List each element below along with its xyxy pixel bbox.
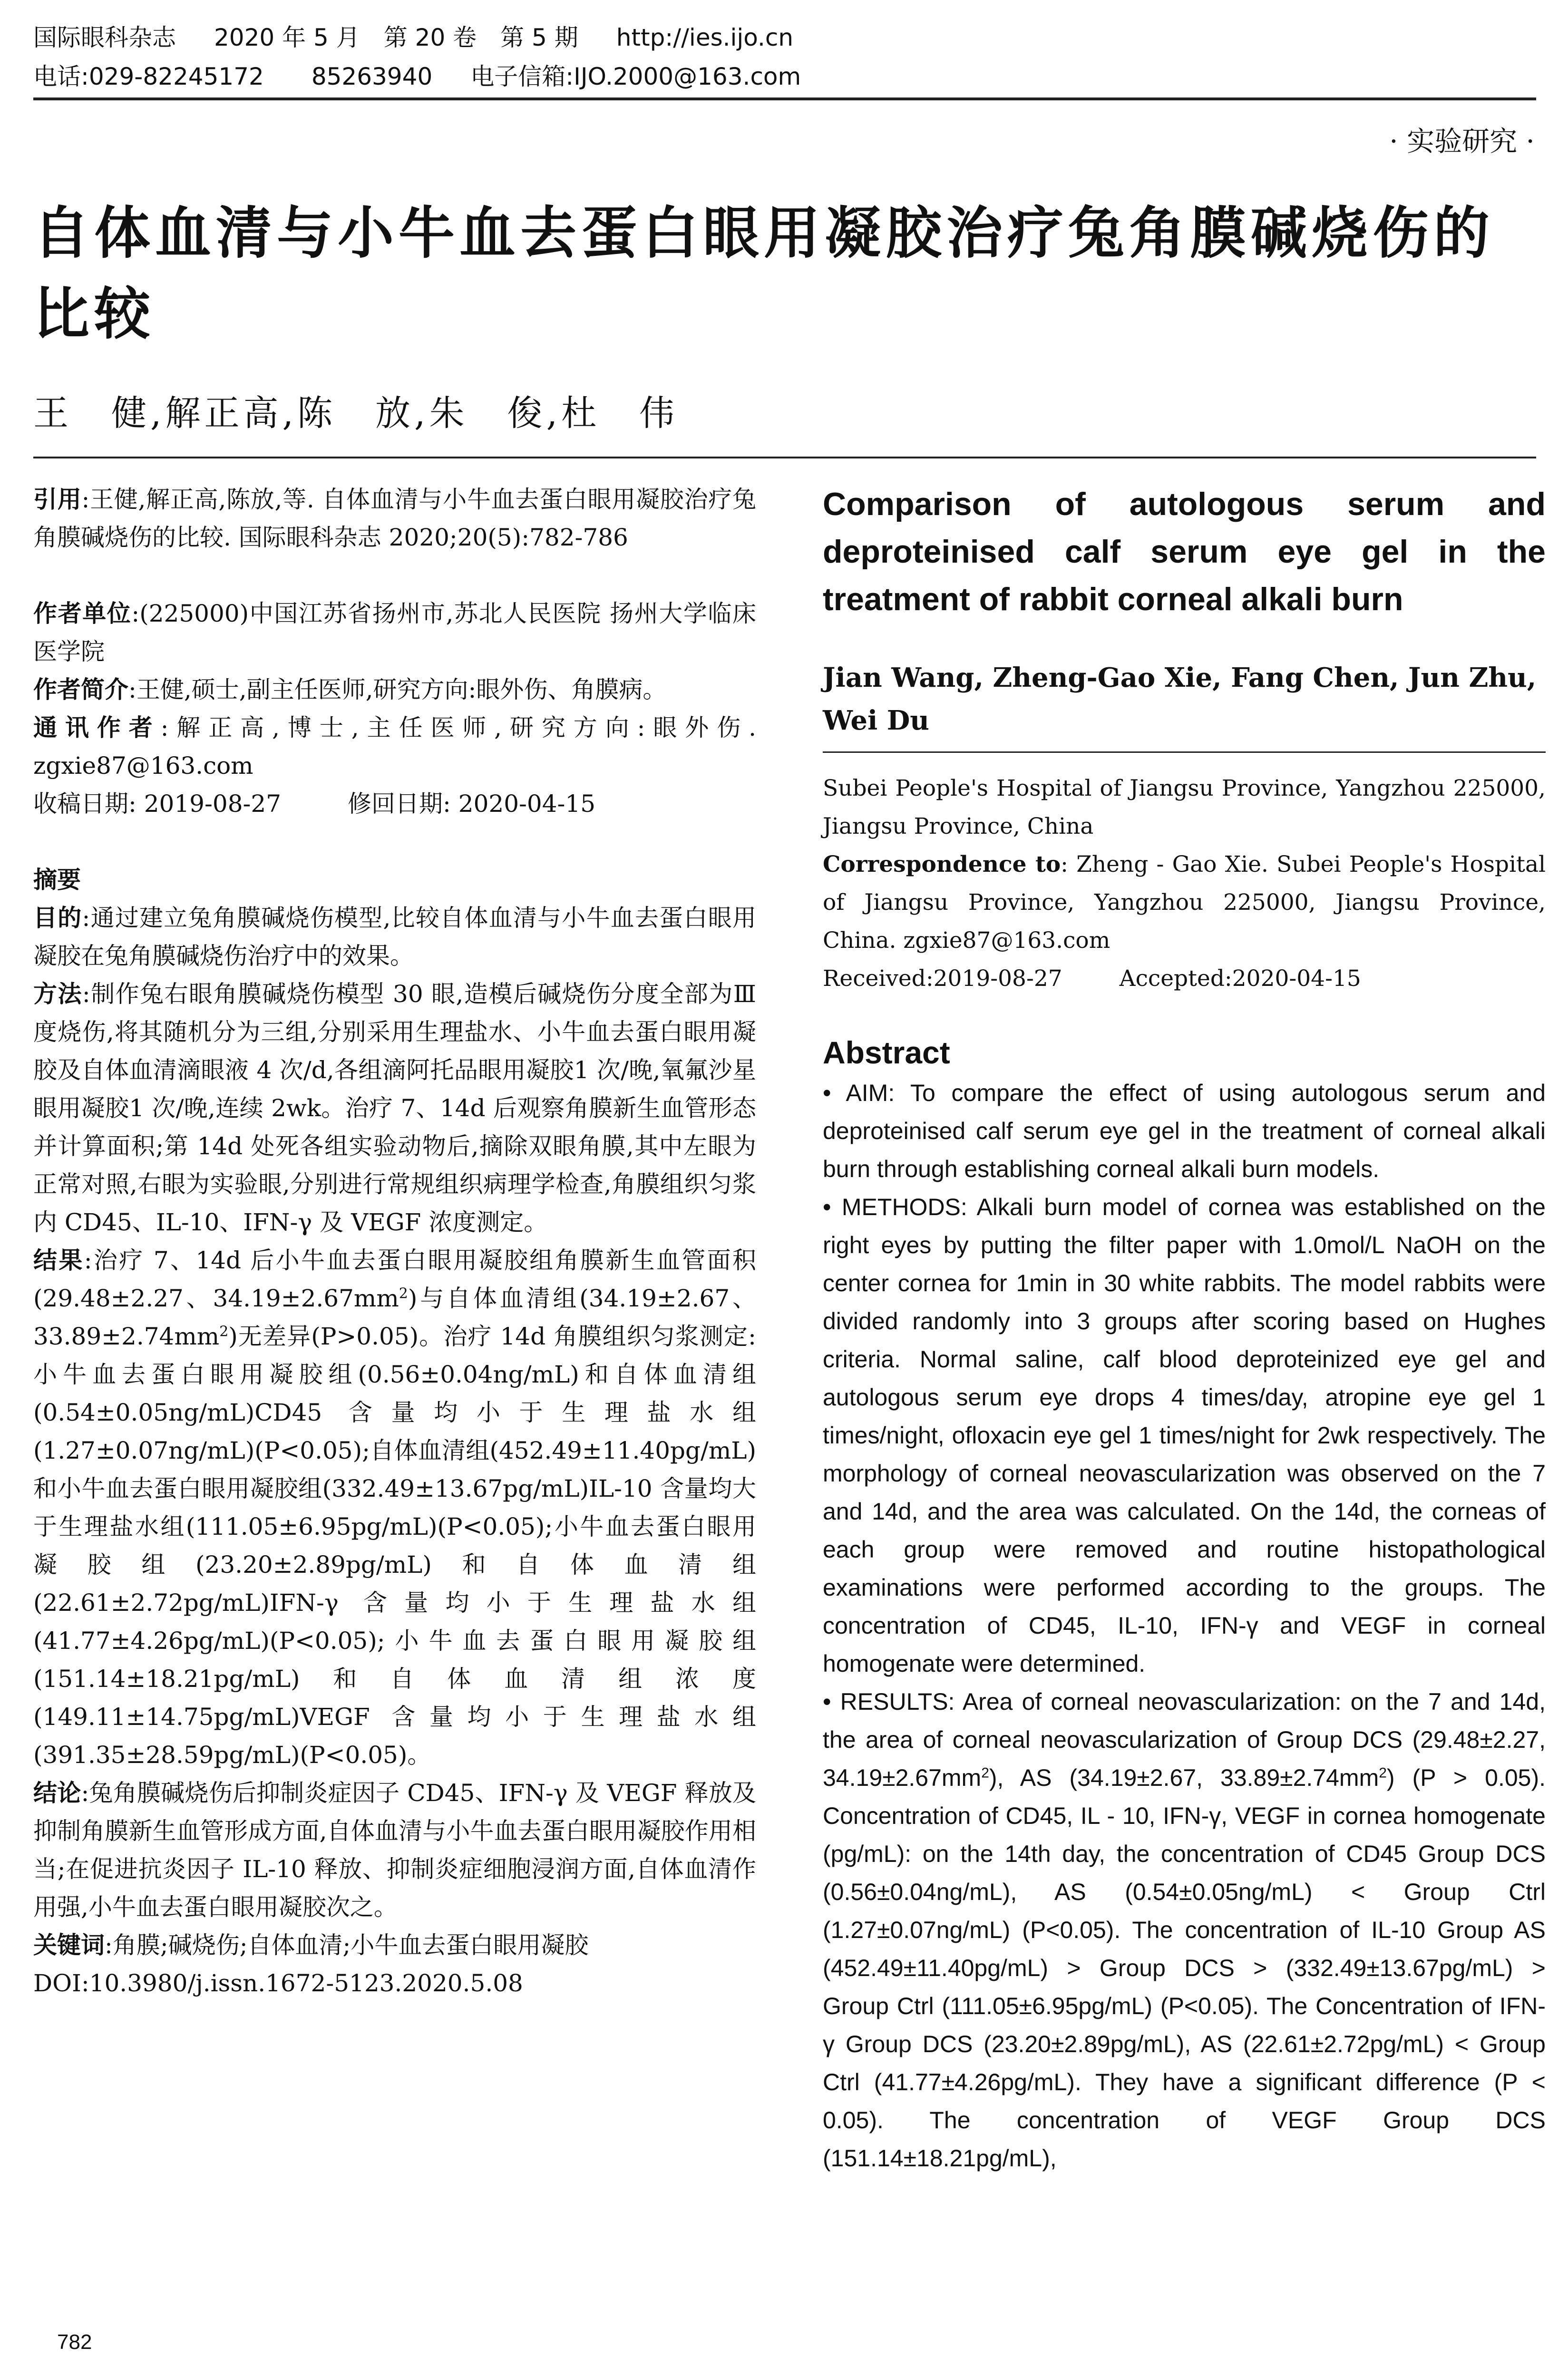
english-title: Comparison of autologous serum and deproteinised calf serum eye gel in the treatment of rabbit corneal alkali burn (823, 486, 1546, 617)
english-column (823, 480, 1546, 2177)
chinese-column (33, 480, 756, 2002)
author-bio: 作者简介:王健,硕士,副主任医师,研究方向:眼外伤、角膜病。 (33, 676, 667, 703)
abstract-heading-cn: 摘要 (33, 867, 81, 893)
author-list: 王 健,解正高,陈 放,朱 俊,杜 伟 (33, 393, 679, 434)
section-divider (33, 457, 1536, 458)
abstract-aim-cn: 目的:通过建立兔角膜碱烧伤模型,比较自体血清与小牛血去蛋白眼用凝胶在兔角膜碱烧伤治疗中的效果。 (33, 904, 756, 970)
english-divider (823, 751, 1546, 753)
accepted-date-en: Accepted:2020-04-15 (1119, 965, 1361, 992)
journal-url[interactable]: http://ies.ijo.cn (616, 24, 794, 51)
received-date: 收稿日期: 2019-08-27 (33, 790, 282, 818)
journal-header (33, 18, 1536, 96)
affiliation: Subei People's Hospital of Jiangsu Province, Yangzhou 225000, Jiangsu Province, China (823, 775, 1546, 839)
abstract-results-cn: 结果:治疗 7、14d 后小牛血去蛋白眼用凝胶组角膜新生血管面积(29.48±2.27、$34.19\pm 2.67mm^2$)与自体血清组(34.19±2.67、$33.89\pm 2.74mm^2$)无差异(P>0.05)。治疗 14d 角膜组织匀浆测定:小牛血去蛋白眼用凝胶组(0.56±0.04ng/mL)和自体血清组(0.54±0.05ng/mL)CD45 含量均小于生理盐水组(1.27±0.07ng/mL)(P<0.05);自体血清组(452.49±11.40pg/mL)和小牛血去蛋白眼用凝胶组(332.49±13.67pg/mL)IL-10 含量均大于生理盐水组(111.05±6.95pg/mL)(P<0.05);小牛血去蛋白眼用凝胶组(23.20±2.89pg/mL)和自体血清组(22.61±2.72pg/mL)IFN-γ 含量均小于生理盐水组(41.77±4.26pg/mL)(P<0.05);小牛血去蛋白眼用凝胶组(151.14±18.21pg/mL)和自体血清组浓度(149.11±14.75pg/mL)VEGF 含量均小于生理盐水组(391.35±28.59pg/mL)(P<0.05)。 (33, 1247, 757, 1769)
abstract-results-en: • RESULTS: Area of corneal neovascularization: on the 7 and 14d, the area of corneal neovascularization of Group DCS (29.48±2.27, $34.19\pm 2.67mm^2$), AS (34.19±2.67, $33.89\pm 2.74mm^2$) (P > 0.05). Concentration of CD45, IL - 10, IFN-γ, VEGF in cornea homogenate (pg/mL): on the 14th day, the concentration of CD45 Group DCS (0.56±0.04ng/mL), AS (0.54±0.05ng/mL) < Group Ctrl (1.27±0.07ng/mL) (P<0.05). The concentration of IL-10 Group AS (452.49±11.40pg/mL) > Group DCS > (332.49±13.67pg/mL) > Group Ctrl (111.05±6.95pg/mL) (P<0.05). The Concentration of IFN-γ Group DCS (23.20±2.89pg/mL), AS (22.61±2.72pg/mL) < Group Ctrl (41.77±4.26pg/mL). They have a significant difference (P < 0.05). The concentration of VEGF Group DCS (151.14±18.21pg/mL), (823, 1688, 1546, 2172)
author-unit: 作者单位:(225000)中国江苏省扬州市,苏北人民医院 扬州大学临床医学院 (33, 600, 757, 665)
header-divider (33, 97, 1536, 100)
revised-date: 修回日期: 2020-04-15 (348, 790, 596, 818)
english-authors: Jian Wang, Zheng-Gao Xie, Fang Chen, Jun Zhu, Wei Du (823, 662, 1537, 736)
abstract-body-en (823, 1074, 1546, 2177)
journal-phone: 电话:029-82245172 85263940 (33, 63, 433, 90)
english-affiliation-block (823, 770, 1546, 998)
keywords-cn: 关键词:角膜;碱烧伤;自体血清;小牛血去蛋白眼用凝胶 (33, 1931, 589, 1959)
page-number: 782 (57, 2330, 92, 2354)
doi[interactable]: DOI:10.3980/j.issn.1672-5123.2020.5.08 (33, 1969, 523, 1997)
abstract-aim-en: • AIM: To compare the effect of using autologous serum and deproteinised calf serum eye gel in the treatment of corneal alkali burn through establishing corneal alkali burn models. (823, 1080, 1546, 1182)
corresponding-author: 通讯作者:解正高,博士,主任医师,研究方向:眼外伤. zgxie87@163.com (33, 714, 757, 779)
article-category: · 实验研究 · (1389, 125, 1535, 157)
abstract-heading-en: Abstract (823, 1035, 950, 1070)
abstract-methods-en: • METHODS: Alkali burn model of cornea was established on the right eyes by putting the filter paper with 1.0mol/L NaOH on the center cornea for 1min in 30 white rabbits. The model rabbits were divided randomly into 3 groups after scoring based on Hughes criteria. Normal saline, calf blood deproteinized eye gel and autologous serum eye drops 4 times/day, atropine eye gel 1 times/night, ofloxacin eye gel 1 times/night for 2wk respectively. The morphology of corneal neovascularization was observed on the 7 and 14d, and the area was calculated. On the 14d, the corneas of each group were removed and routine histopathological examinations were performed according to the groups. The concentration of CD45, IL-10, IFN-γ and VEGF in corneal homogenate were determined. (823, 1194, 1546, 1677)
abstract-conclusion-cn: 结论:兔角膜碱烧伤后抑制炎症因子 CD45、IFN-γ 及 VEGF 释放及抑制角膜新生血管形成方面,自体血清与小牛血去蛋白眼用凝胶作用相当;在促进抗炎因子 IL-10 释放、抑制炎症细胞浸润方面,自体血清作用强,小牛血去蛋白眼用凝胶次之。 (33, 1779, 756, 1921)
journal-issue: 2020 年 5 月 第 20 卷 第 5 期 (214, 24, 578, 51)
journal-email[interactable]: 电子信箱:IJO.2000@163.com (470, 63, 801, 90)
received-date-en: Received:2019-08-27 (823, 965, 1062, 992)
journal-name: 国际眼科杂志 (33, 24, 176, 51)
correspondence: Correspondence to: Zheng - Gao Xie. Subei People's Hospital of Jiangsu Province, Yangzhou 225000, Jiangsu Province, China. zgxie87@163.com (823, 851, 1546, 954)
english-dates (823, 960, 1546, 998)
abstract-methods-cn: 方法:制作兔右眼角膜碱烧伤模型 30 眼,造模后碱烧伤分度全部为Ⅲ度烧伤,将其随机分为三组,分别采用生理盐水、小牛血去蛋白眼用凝胶及自体血清滴眼液 4 次/d,各组滴阿托品眼用凝胶1 次/晚,氧氟沙星眼用凝胶1 次/晚,连续 2wk。治疗 7、14d 后观察角膜新生血管形态并计算面积;第 14d 处死各组实验动物后,摘除双眼角膜,其中左眼为正常对照,右眼为实验眼,分别进行常规组织病理学检查,角膜组织匀浆内 CD45、IL-10、IFN-γ 及 VEGF 浓度测定。 (33, 980, 757, 1236)
article-title: 自体血清与小牛血去蛋白眼用凝胶治疗兔角膜碱烧伤的比较 (33, 200, 1495, 347)
article-dates (33, 785, 756, 823)
citation: 引用:王健,解正高,陈放,等. 自体血清与小牛血去蛋白眼用凝胶治疗兔角膜碱烧伤的比较. 国际眼科杂志 2020;20(5):782-786 (33, 486, 757, 551)
